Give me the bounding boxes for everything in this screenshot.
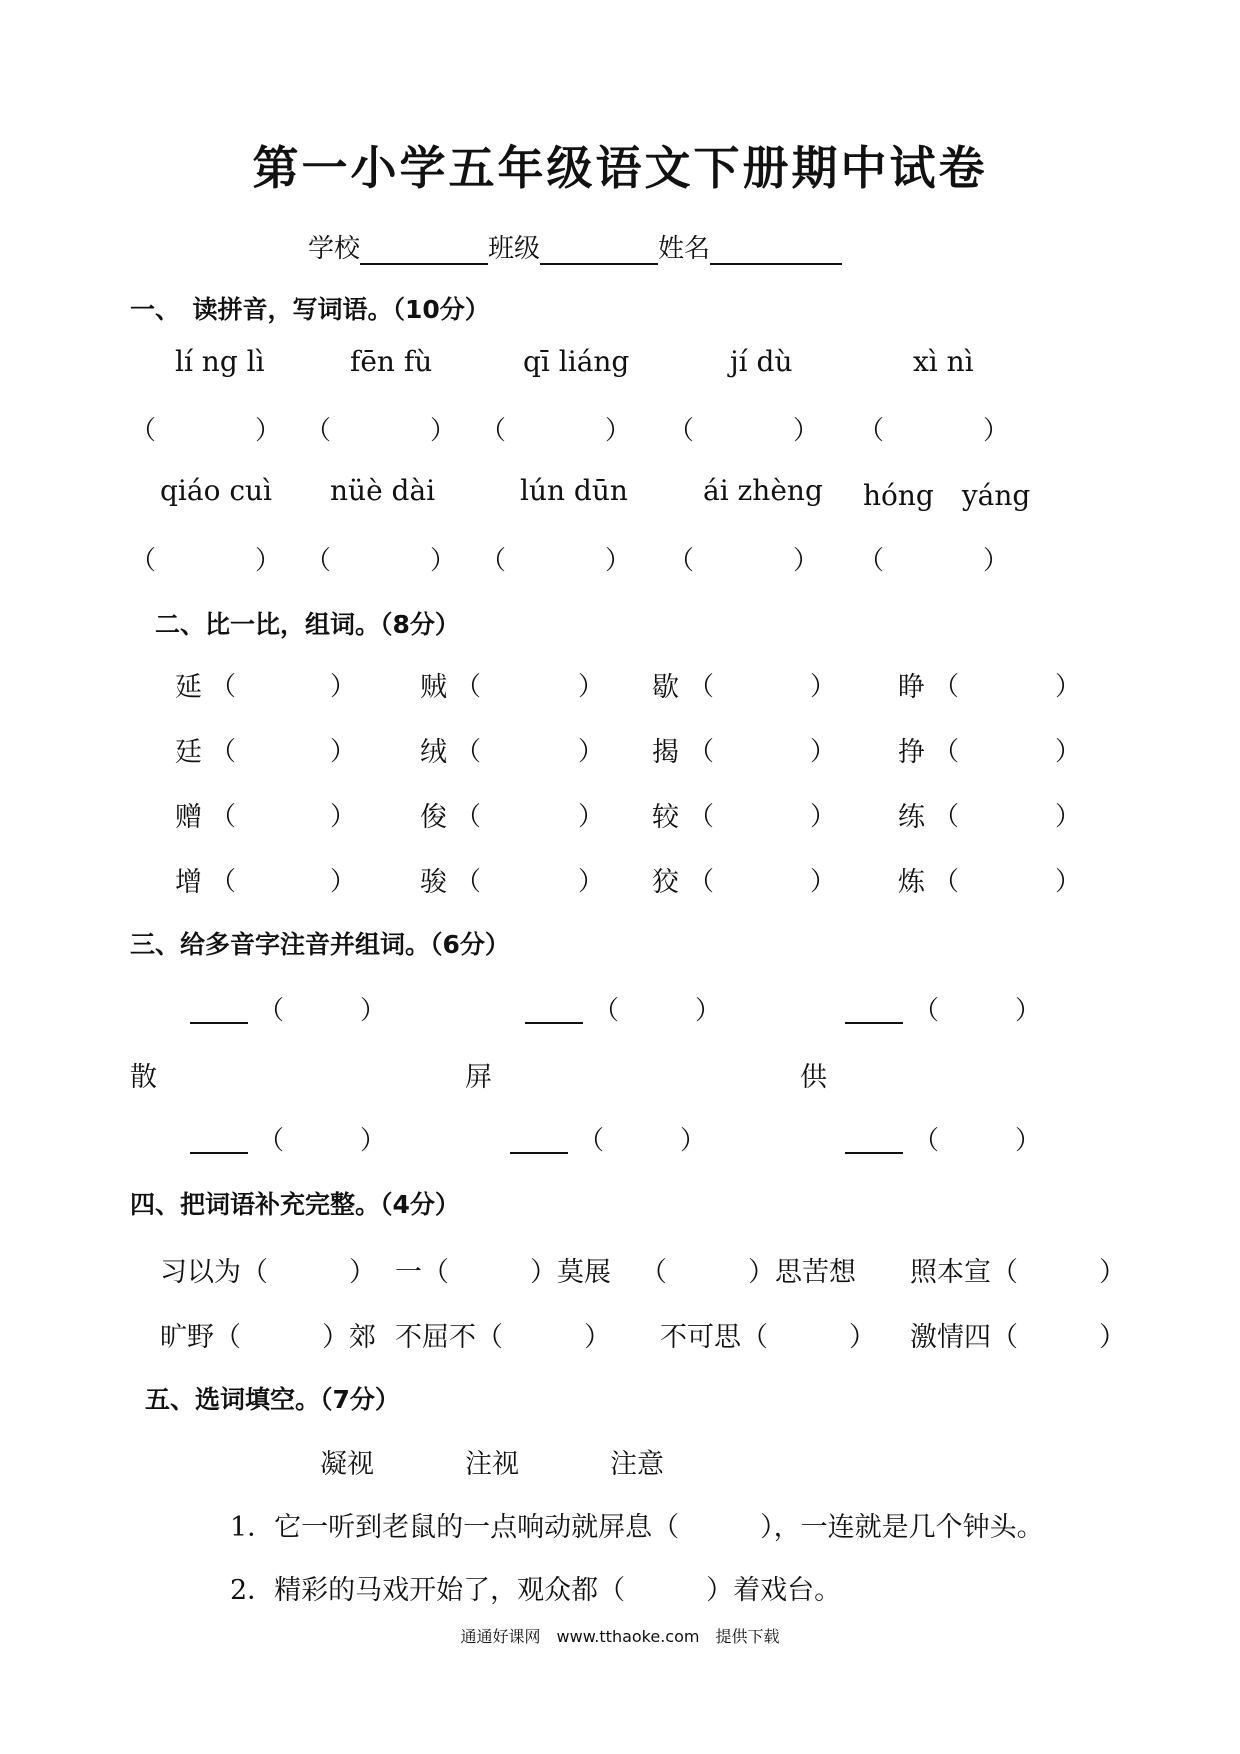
class-label: 班级 <box>488 234 541 264</box>
pinyin-blank[interactable] <box>190 996 248 1024</box>
paren-close: ） <box>255 416 282 446</box>
char-item: 绒 <box>420 737 447 768</box>
paren-close: ） <box>330 737 357 767</box>
section-3-heading: 三、给多音字注音并组词。（6分） <box>130 930 510 959</box>
idiom-item: 习以为（ ） <box>160 1257 376 1288</box>
footer-credit: 通通好课网 www.tthaoke.com 提供下载 <box>460 1627 780 1646</box>
idiom-item: 旷野（ ）郊 <box>160 1322 376 1353</box>
pinyin-item: xì nì <box>913 345 974 378</box>
pinyin-blank[interactable] <box>190 1126 248 1154</box>
char-item: 练 <box>898 802 925 833</box>
char-item: 揭 <box>652 737 679 768</box>
word-option: 注视 <box>465 1449 519 1480</box>
pinyin-item: fēn fù <box>350 345 433 378</box>
page-title: 第一小学五年级语文下册期中试卷 <box>252 141 988 195</box>
paren-open: （ <box>130 416 157 446</box>
paren-close: ） <box>1055 737 1082 767</box>
paren-close: ） <box>810 802 837 832</box>
section-4-heading: 四、把词语补充完整。（4分） <box>130 1190 460 1219</box>
paren-open: （ <box>858 546 885 576</box>
paren-close: ） <box>983 416 1010 446</box>
word-option: 注意 <box>610 1449 664 1480</box>
paren-close: ） <box>578 672 605 702</box>
paren-open: （ <box>913 996 940 1026</box>
char-item: 歇 <box>652 672 679 703</box>
paren-open: （ <box>688 802 715 832</box>
char-item: 狡 <box>652 867 679 898</box>
paren-close: ） <box>360 1126 387 1156</box>
idiom-item: 不屈不（ ） <box>395 1322 611 1353</box>
idiom-item: （ ）思苦想 <box>640 1257 856 1288</box>
char-item: 延 <box>175 672 202 703</box>
pinyin-item: qiáo cuì <box>160 474 272 507</box>
char-item: 较 <box>652 802 679 833</box>
paren-open: （ <box>210 737 237 767</box>
word-option: 凝视 <box>320 1449 374 1480</box>
paren-open: （ <box>130 546 157 576</box>
paren-close: ） <box>695 996 722 1026</box>
paren-close: ） <box>983 546 1010 576</box>
char-item: 睁 <box>898 672 925 703</box>
paren-open: （ <box>210 672 237 702</box>
char-item: 赠 <box>175 802 202 833</box>
polyphone-char: 供 <box>800 1062 827 1093</box>
pinyin-item: lún dūn <box>520 474 628 507</box>
paren-close: ） <box>1055 867 1082 897</box>
paren-open: （ <box>688 737 715 767</box>
paren-close: ） <box>360 996 387 1026</box>
paren-close: ） <box>810 867 837 897</box>
pinyin-blank[interactable] <box>510 1126 568 1154</box>
paren-open: （ <box>668 546 695 576</box>
paren-open: （ <box>593 996 620 1026</box>
paren-open: （ <box>578 1126 605 1156</box>
paren-open: （ <box>933 867 960 897</box>
paren-open: （ <box>688 867 715 897</box>
section-2-heading: 二、比一比，组词。（8分） <box>155 610 460 639</box>
paren-open: （ <box>258 996 285 1026</box>
paren-open: （ <box>210 867 237 897</box>
idiom-item: 不可思（ ） <box>660 1322 876 1353</box>
pinyin-item: qī liáng <box>523 345 630 378</box>
question-2: 2．精彩的马戏开始了，观众都（ ）着戏台。 <box>230 1575 842 1606</box>
paren-open: （ <box>480 546 507 576</box>
paren-close: ） <box>1015 996 1042 1026</box>
paren-close: ） <box>1015 1126 1042 1156</box>
char-item: 骏 <box>420 867 447 898</box>
char-item: 廷 <box>175 737 202 768</box>
school-field[interactable] <box>360 233 488 265</box>
char-item: 炼 <box>898 867 925 898</box>
idiom-item: 一（ ）莫展 <box>395 1257 611 1288</box>
section-1-heading: 一、 读拼音，写词语。（10分） <box>130 295 490 324</box>
paren-close: ） <box>430 546 457 576</box>
class-field[interactable] <box>540 233 658 265</box>
paren-close: ） <box>578 867 605 897</box>
paren-close: ） <box>680 1126 707 1156</box>
char-item: 挣 <box>898 737 925 768</box>
paren-close: ） <box>330 867 357 897</box>
paren-open: （ <box>933 737 960 767</box>
paren-open: （ <box>455 672 482 702</box>
name-label: 姓名 <box>658 234 711 264</box>
paren-open: （ <box>305 546 332 576</box>
paren-open: （ <box>688 672 715 702</box>
pinyin-item: jí dù <box>730 345 793 378</box>
char-item: 增 <box>175 867 202 898</box>
paren-close: ） <box>255 546 282 576</box>
paren-open: （ <box>913 1126 940 1156</box>
paren-open: （ <box>668 416 695 446</box>
idiom-item: 激情四（ ） <box>910 1322 1126 1353</box>
question-1: 1．它一听到老鼠的一点响动就屏息（ ），一连就是几个钟头。 <box>230 1512 1044 1543</box>
pinyin-item: hóng yáng <box>863 479 1031 512</box>
char-item: 俊 <box>420 802 447 833</box>
pinyin-item: nüè dài <box>330 474 436 507</box>
pinyin-item: ái zhèng <box>703 474 823 507</box>
char-item: 贼 <box>420 672 447 703</box>
paren-close: ） <box>810 737 837 767</box>
paren-close: ） <box>605 546 632 576</box>
paren-open: （ <box>258 1126 285 1156</box>
paren-open: （ <box>305 416 332 446</box>
pinyin-blank[interactable] <box>845 1126 903 1154</box>
name-field[interactable] <box>710 233 842 265</box>
paren-open: （ <box>455 867 482 897</box>
paren-open: （ <box>210 802 237 832</box>
polyphone-char: 散 <box>130 1062 157 1093</box>
polyphone-char: 屏 <box>465 1062 492 1093</box>
student-info-line <box>308 228 842 265</box>
paren-open: （ <box>455 802 482 832</box>
paren-close: ） <box>1055 802 1082 832</box>
paren-close: ） <box>578 802 605 832</box>
paren-close: ） <box>605 416 632 446</box>
idiom-item: 照本宣（ ） <box>910 1257 1126 1288</box>
paren-close: ） <box>330 802 357 832</box>
paren-close: ） <box>793 416 820 446</box>
pinyin-item: lí ng lì <box>175 345 265 378</box>
paren-open: （ <box>480 416 507 446</box>
paren-close: ） <box>1055 672 1082 702</box>
paren-open: （ <box>933 672 960 702</box>
paren-open: （ <box>455 737 482 767</box>
section-5-heading: 五、选词填空。（7分） <box>145 1385 400 1414</box>
school-label: 学校 <box>308 234 361 264</box>
paren-open: （ <box>858 416 885 446</box>
paren-close: ） <box>430 416 457 446</box>
pinyin-blank[interactable] <box>845 996 903 1024</box>
pinyin-blank[interactable] <box>525 996 583 1024</box>
paren-open: （ <box>933 802 960 832</box>
paren-close: ） <box>793 546 820 576</box>
paren-close: ） <box>330 672 357 702</box>
paren-close: ） <box>810 672 837 702</box>
paren-close: ） <box>578 737 605 767</box>
